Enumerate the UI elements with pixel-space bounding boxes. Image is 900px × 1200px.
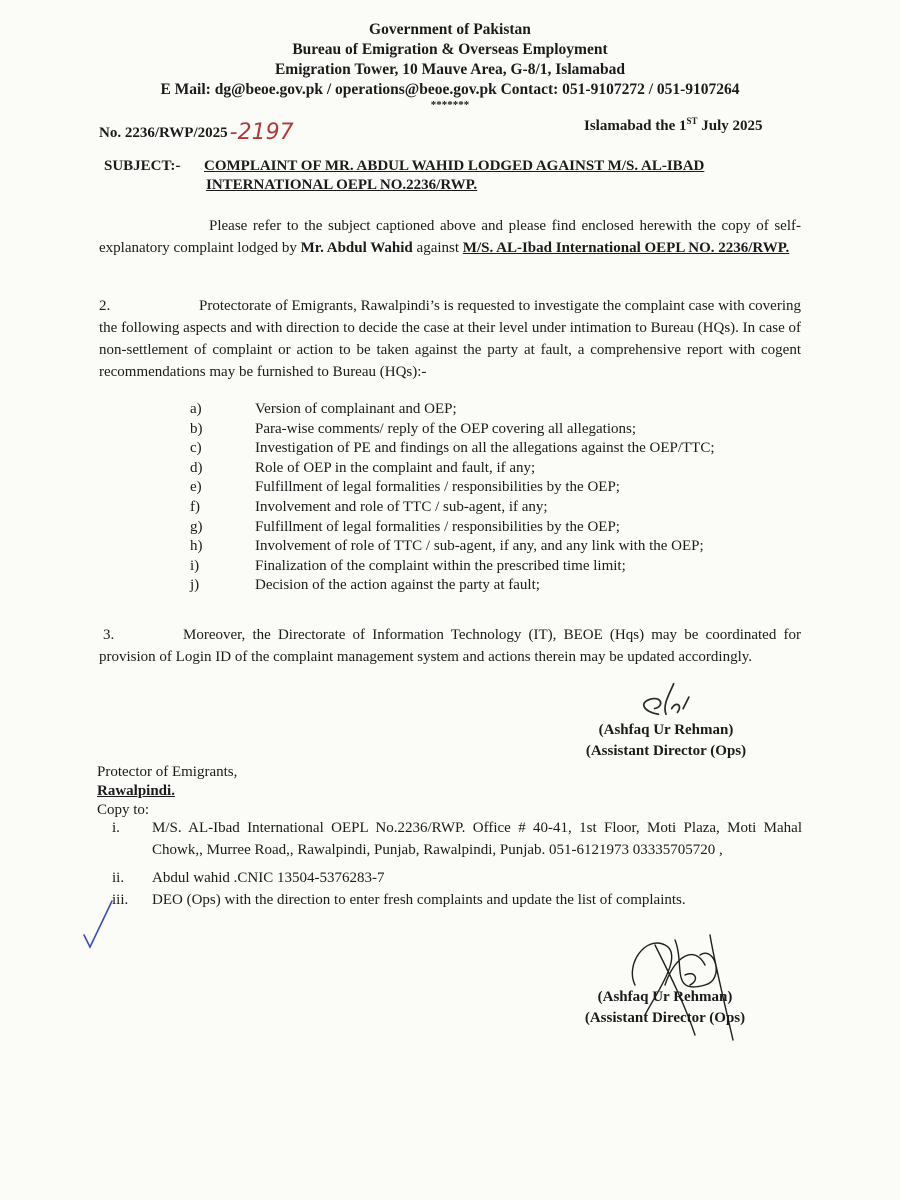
list-item-letter: a) xyxy=(190,401,202,417)
list-item-text: Role of OEP in the complaint and fault, if any; xyxy=(255,459,536,476)
subject-block xyxy=(104,157,804,195)
list-item-text: Para-wise comments/ reply of the OEP covering all allegations; xyxy=(255,420,637,437)
signatory-name: (Ashfaq Ur Rehman) xyxy=(597,989,733,1005)
copy-item-number: ii. xyxy=(112,870,125,886)
paragraph-1 xyxy=(99,215,801,259)
list-item xyxy=(190,439,715,459)
copy-list xyxy=(112,817,802,911)
date-prefix: Islamabad the 1 xyxy=(584,118,687,134)
list-item xyxy=(190,459,715,479)
copy-to-label: Copy to: xyxy=(97,802,150,818)
list-item-text: Fulfillment of legal formalities / responsibilities by the OEP; xyxy=(255,479,620,496)
paragraph-3-number: 3. xyxy=(103,627,115,643)
list-item-letter: i) xyxy=(190,557,200,574)
signatory-designation: (Assistant Director (Ops) xyxy=(584,1010,746,1026)
addressee-block xyxy=(97,763,237,820)
list-item-letter: h) xyxy=(190,538,203,555)
list-item-letter: g) xyxy=(190,518,203,535)
letterhead-government: Government of Pakistan xyxy=(369,21,531,38)
reference-number xyxy=(99,118,294,143)
list-item-text: Involvement of role of TTC / sub-agent, if any, and any link with the OEP; xyxy=(255,538,704,555)
complainant-name: Mr. Abdul Wahid xyxy=(300,240,413,256)
signature-2-names xyxy=(555,987,775,1029)
list-item xyxy=(190,537,715,557)
list-item-letter: b) xyxy=(190,420,203,437)
respondent-name: M/S. AL-Ibad International OEPL NO. 2236/RWP. xyxy=(462,240,790,256)
paragraph-1-text: Please refer to the subject captioned above and please find enclosed herewith the copy of self-explanatory complaint lodged by xyxy=(99,218,801,256)
subject-line-1: COMPLAINT OF MR. ABDUL WAHID LODGED AGAINST M/S. AL-IBAD xyxy=(204,158,705,174)
copy-item-text: M/S. AL-Ibad International OEPL No.2236/RWP. Office # 40-41, 1st Floor, Moti Plaza, Moti Mahal Chowk,, Murree Road,, Rawalpindi, Punjab, Rawalpindi, Punjab. 051-6121973 03335705720 , xyxy=(152,820,802,858)
date-line xyxy=(584,116,763,135)
signature-block-1 xyxy=(566,680,766,762)
list-item-letter: j) xyxy=(190,577,200,594)
list-item xyxy=(190,518,715,538)
addressee-title: Protector of Emigrants, xyxy=(97,764,238,780)
list-item-letter: d) xyxy=(190,459,203,476)
paragraph-3 xyxy=(99,624,801,668)
copy-item-text: DEO (Ops) with the direction to enter fresh complaints and update the list of complaints. xyxy=(152,892,686,908)
signatory-name: (Ashfaq Ur Rehman) xyxy=(598,722,734,738)
list-item-text: Version of complainant and OEP; xyxy=(255,401,457,417)
signatory-designation: (Assistant Director (Ops) xyxy=(585,743,747,759)
paragraph-2 xyxy=(99,295,801,383)
list-item xyxy=(190,478,715,498)
list-item xyxy=(190,498,715,518)
signature-scrawl-icon xyxy=(566,680,766,720)
list-item xyxy=(190,400,715,420)
list-item xyxy=(190,557,715,577)
list-item-text: Finalization of the complaint within the prescribed time limit; xyxy=(255,557,626,574)
letterhead-address: Emigration Tower, 10 Mauve Area, G-8/1, Islamabad xyxy=(274,61,626,78)
letterhead-bureau: Bureau of Emigration & Overseas Employment xyxy=(292,41,608,58)
list-item-letter: f) xyxy=(190,498,200,515)
paragraph-2-text: Protectorate of Emigrants, Rawalpindi’s is requested to investigate the complaint case with covering the following aspects and with direction to decide the case at their level under intimation to Bureau (HQs). In case of non-settlement of complaint or action to be taken against the party at fault, a comprehensive report with cogent recommendations may be furnished to Bureau (HQs):- xyxy=(99,298,801,380)
aspects-list xyxy=(190,400,715,596)
letterhead xyxy=(0,20,900,110)
paragraph-3-text: Moreover, the Directorate of Information Technology (IT), BEOE (Hqs) may be coordinated for provision of Login ID of the complaint management system and actions therein may be updated accordingly. xyxy=(99,627,801,665)
list-item-text: Fulfillment of legal formalities / responsibilities by the OEP; xyxy=(255,518,620,535)
blue-tick-mark-icon xyxy=(80,895,120,955)
copy-list-item xyxy=(112,889,802,911)
handwritten-dispatch-number: -2197 xyxy=(229,120,294,145)
list-item-letter: e) xyxy=(190,479,202,496)
letterhead-separator: ******* xyxy=(430,99,470,111)
list-item xyxy=(190,576,715,596)
letterhead-contact: E Mail: dg@beoe.gov.pk / operations@beoe.gov.pk Contact: 051-9107272 / 051-9107264 xyxy=(160,81,740,98)
copy-item-text: Abdul wahid .CNIC 13504-5376283-7 xyxy=(152,870,385,886)
list-item-letter: c) xyxy=(190,440,202,457)
paragraph-1-mid: against xyxy=(412,240,463,256)
subject-label: SUBJECT:- xyxy=(104,158,181,174)
date-ordinal: ST xyxy=(686,116,698,126)
subject-line-2: INTERNATIONAL OEPL NO.2236/RWP. xyxy=(206,177,478,193)
paragraph-2-number: 2. xyxy=(99,298,111,314)
copy-list-item xyxy=(112,867,802,889)
copy-item-number: iii. xyxy=(112,892,129,908)
list-item-text: Investigation of PE and findings on all the allegations against the OEP/TTC; xyxy=(255,440,715,457)
addressee-city: Rawalpindi. xyxy=(97,783,175,799)
copy-list-item xyxy=(112,817,802,861)
copy-item-number: i. xyxy=(112,820,120,836)
list-item-text: Decision of the action against the party at fault; xyxy=(255,577,540,594)
reference-number-text: No. 2236/RWP/2025 xyxy=(99,125,228,141)
list-item-text: Involvement and role of TTC / sub-agent, if any; xyxy=(255,498,548,515)
date-suffix: July 2025 xyxy=(697,118,763,134)
list-item xyxy=(190,420,715,440)
